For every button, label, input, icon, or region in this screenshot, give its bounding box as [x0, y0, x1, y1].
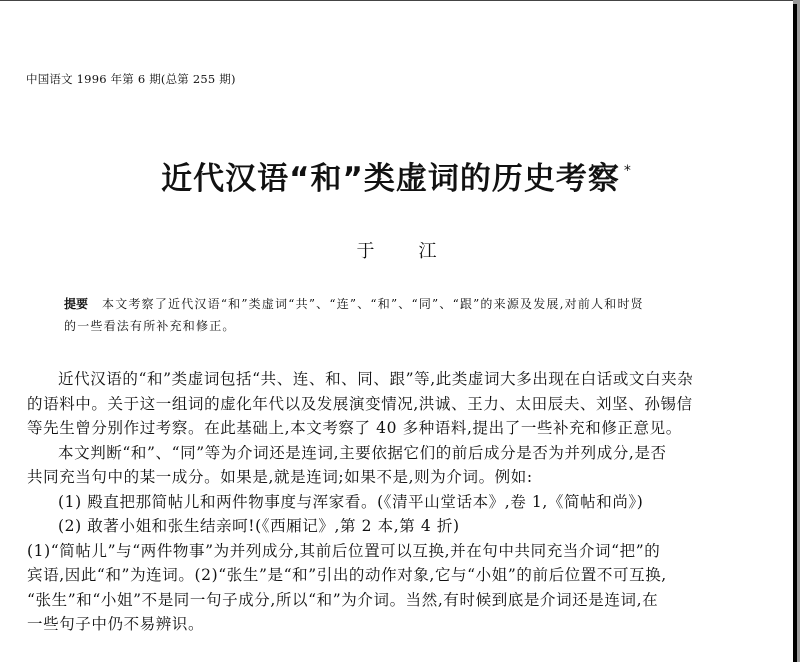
example-2: (2) 敢著小姐和张生结亲呵!(《西厢记》,第 2 本,第 4 折) — [58, 517, 460, 535]
author-family: 江 — [418, 241, 437, 262]
body-line: “张生”和“小姐”不是同一句子成分,所以“和”为介词。当然,有时候到底是介词还是连词,在 — [27, 590, 659, 609]
body-line: 的语料中。关于这一组词的虚化年代以及发展演变情况,洪诚、王力、太田辰夫、刘坚、孙锡信 — [27, 394, 693, 413]
body-text — [27, 367, 772, 637]
article-title — [0, 153, 793, 198]
body-line: 宾语,因此“和”为连词。(2)“张生”是“和”引出的动作对象,它与“小姐”的前后位置不可互换, — [27, 566, 667, 584]
abstract-line-2: 的一些看法有所补充和修正。 — [64, 319, 236, 333]
body-line: 本文判断“和”、“同”等为介词还是连词,主要依据它们的前后成分是否为并列成分,是否 — [58, 443, 667, 462]
author-given: 于 — [356, 241, 375, 262]
author-name — [0, 237, 793, 263]
body-line: 一些句子中仍不易辨识。 — [27, 615, 205, 633]
body-line: 近代汉语的“和”类虚词包括“共、连、和、同、跟”等,此类虚词大多出现在白话或文白夹杂 — [58, 370, 694, 388]
title-footnote-mark[interactable]: * — [623, 163, 632, 179]
body-line: 共同充当句中的某一成分。如果是,就是连词;如果不是,则为介词。例如: — [27, 468, 533, 486]
article-title-text: 近代汉语“和”类虚词的历史考察 — [161, 161, 620, 197]
example-1: (1) 殿直把那简帖儿和两件物事度与浑家看。(《清平山堂话本》,卷 1,《简帖和尚》) — [58, 492, 644, 511]
abstract-line-1: 提要 本文考察了近代汉语“和”类虚词“共”、“连”、“和”、“同”、“跟”的来源及发展,对前人和时贤 — [64, 297, 644, 311]
abstract-label: 提要 — [64, 297, 89, 311]
body-line: 等先生曾分别作过考察。在此基础上,本文考察了 40 多种语料,提出了一些补充和修正意见。 — [27, 419, 682, 437]
journal-header: 中国语文 1996 年第 6 期(总第 255 期) — [26, 72, 236, 86]
body-line: (1)“简帖儿”与“两件物事”为并列成分,其前后位置可以互换,并在句中共同充当介词“把”的 — [27, 541, 661, 560]
abstract — [64, 293, 714, 337]
